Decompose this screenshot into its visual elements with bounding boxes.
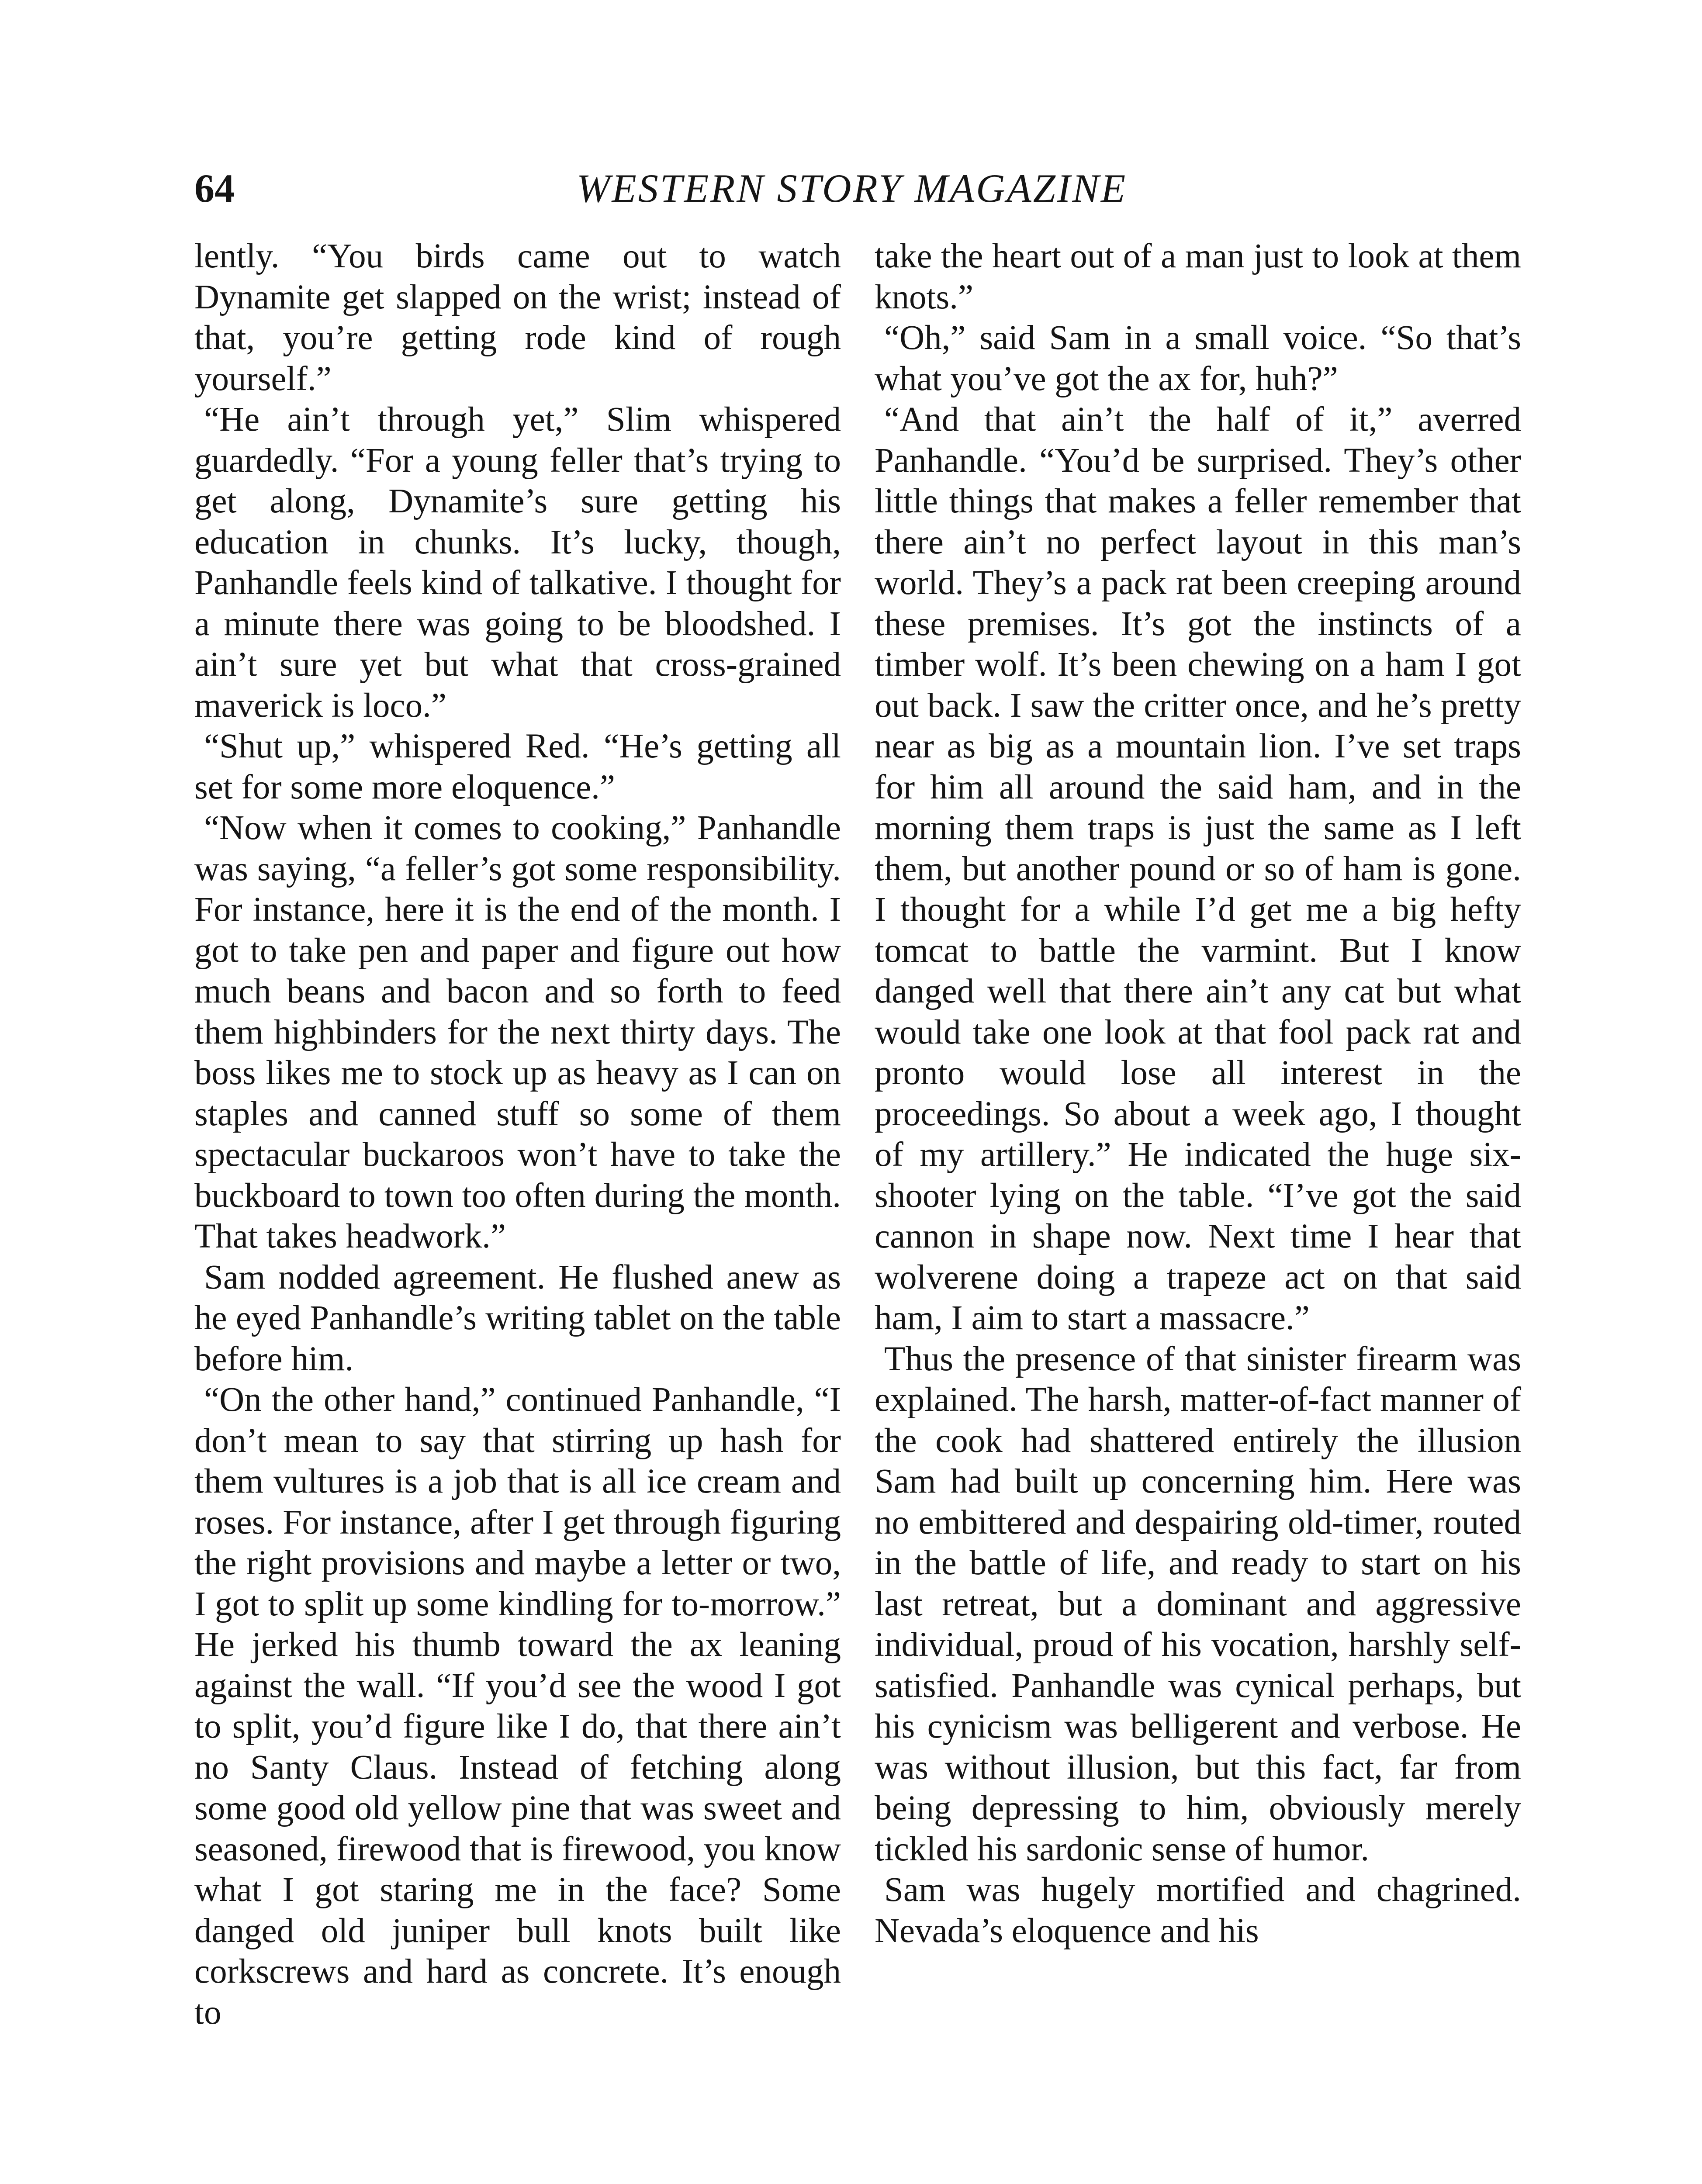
- paragraph: take the heart out of a man just to look at them knots.”: [875, 237, 1521, 316]
- text-column-right: [875, 236, 1521, 1951]
- paragraph: “Shut up,” whispered Red. “He’s getting all set for some more eloquence.”: [194, 727, 841, 806]
- page-number: 64: [194, 166, 235, 211]
- paragraph: “Oh,” said Sam in a small voice. “So that’s what you’ve got the ax for, huh?”: [875, 319, 1521, 398]
- paragraph: Thus the presence of that sinister firearm was explained. The harsh, matter-of-fact manner of the cook had shattered entirely the illusion Sam had built up concerning him. Here was no embittered and despairing old-timer, routed in the battle of life, and ready to start on his last retreat, but a dominant and aggressive individual, proud of his vocation, harshly self-satisfied. Panhandle was cynical perhaps, but his cynicism was belligerent and verbose. He was without illusion, but this fact, far from being depressing to him, obviously merely tickled his sardonic sense of humor.: [875, 1340, 1521, 1868]
- paragraph: lently. “You birds came out to watch Dynamite get slapped on the wrist; instead of that, you’re getting rode kind of rough yourself.”: [194, 237, 841, 398]
- paragraph: Sam nodded agreement. He flushed anew as he eyed Panhandle’s writing tablet on the table before him.: [194, 1258, 841, 1378]
- paragraph: “On the other hand,” continued Panhandle, “I don’t mean to say that stirring up hash for them vultures is a job that is all ice cream and roses. For instance, after I get through figuring the right provisions and maybe a letter or two, I got to split up some kindling for to-morrow.” He jerked his thumb toward the ax leaning against the wall. “If you’d see the wood I got to split, you’d figure like I do, that there ain’t no Santy Claus. Instead of fetching along some good old yellow pine that was sweet and seasoned, firewood that is firewood, you know what I got staring me in the face? Some danged old juniper bull knots built like corkscrews and hard as concrete. It’s enough to: [194, 1381, 841, 2032]
- running-head: WESTERN STORY MAGAZINE: [576, 166, 1128, 211]
- text-column-left: [194, 236, 841, 2033]
- paragraph: “Now when it comes to cooking,” Panhandle was saying, “a feller’s got some responsibility. For instance, here it is the end of the month. I got to take pen and paper and figure out how much beans and bacon and so forth to feed them highbinders for the next thirty days. The boss likes me to stock up as heavy as I can on staples and canned stuff so some of them spectacular buckaroos won’t have to take the buckboard to town too often during the month. That takes headwork.”: [194, 809, 841, 1255]
- paragraph: “And that ain’t the half of it,” averred Panhandle. “You’d be surprised. They’s other little things that makes a feller remember that there ain’t no perfect layout in this man’s world. They’s a pack rat been creeping around these premises. It’s got the instincts of a timber wolf. It’s been chewing on a ham I got out back. I saw the critter once, and he’s pretty near as big as a mountain lion. I’ve set traps for him all around the said ham, and in the morning them traps is just the same as I left them, but another pound or so of ham is gone. I thought for a while I’d get me a big hefty tomcat to battle the varmint. But I know danged well that there ain’t any cat but what would take one look at that fool pack rat and pronto would lose all interest in the proceedings. So about a week ago, I thought of my artillery.” He indicated the huge six-shooter lying on the table. “I’ve got the said cannon in shape now. Next time I hear that wolverene doing a trapeze act on that said ham, I aim to start a massacre.”: [875, 401, 1521, 1337]
- paragraph: Sam was hugely mortified and chagrined. Nevada’s eloquence and his: [875, 1871, 1521, 1950]
- paragraph: “He ain’t through yet,” Slim whispered guardedly. “For a young feller that’s trying to get along, Dynamite’s sure getting his education in chunks. It’s lucky, though, Panhandle feels kind of talkative. I thought for a minute there was going to be bloodshed. I ain’t sure yet but what that cross-grained maverick is loco.”: [194, 401, 841, 725]
